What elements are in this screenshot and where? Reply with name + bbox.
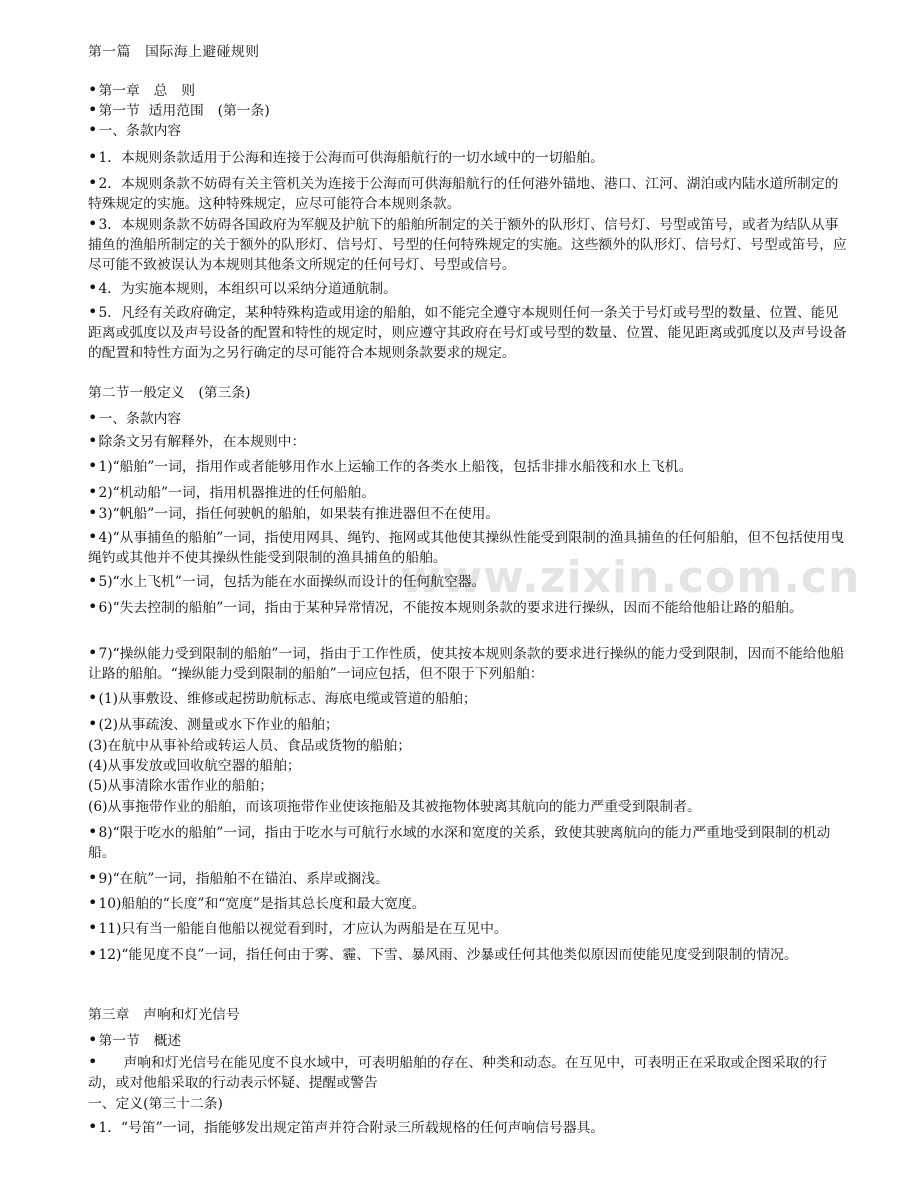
list-item: (3)在航中从事补给或转运人员、食品或货物的船舶； <box>88 738 412 754</box>
section-heading: 第二节一般定义 (第三条) <box>88 385 251 401</box>
definition-item: • 5)“水上飞机”一词，包括为能在水面操纵而设计的任何航空器。 <box>88 572 848 592</box>
chapter-heading: • 第一章 总 则 <box>88 81 848 101</box>
part-title: 第一篇 国际海上避碰规则 <box>88 44 260 60</box>
definition-item: • 12)“能见度不良”一词，指任何由于雾、霾、下雪、暴风雨、沙暴或任何其他类似原因而使能见度受到限制的情况。 <box>88 945 848 965</box>
list-item: • (1)从事敷设、维修或起捞助航标志、海底电缆或管道的船舶； <box>88 689 848 709</box>
clause-paragraph: • 5．凡经有关政府确定，某种特殊构造或用途的船舶，如不能完全遵守本规则任何一条关于号灯或号型的数量、位置、能见距离或弧度以及声号设备的配置和特性的规定时，则应遵守其政府在号灯或号型的数量、位置、能见距离或弧度以及声号设备的配置和特性方面为之另行确定的尽可能符合本规则条款要求的规定。 <box>88 303 848 363</box>
subsection-heading: • 一、条款内容 <box>88 121 848 141</box>
definition-item: • 6)“失去控制的船舶”一词，指由于某种异常情况，不能按本规则条款的要求进行操纵，因而不能给他船让路的船舶。 <box>88 598 848 618</box>
list-item: • (2)从事疏浚、测量或水下作业的船舶； <box>88 715 848 735</box>
subsection-heading: • 一、条款内容 <box>88 409 848 429</box>
clause-paragraph: • 3．本规则条款不妨碍各国政府为军舰及护航下的船舶所制定的关于额外的队形灯、信号灯、号型或笛号，或者为结队从事捕鱼的渔船所制定的关于额外的队形灯、信号灯、号型的任何特殊规定的实施。这些额外的队形灯、信号灯、号型或笛号，应尽可能不致被误认为本规则其他条文所规定的任何号灯、号型或信号。 <box>88 215 848 275</box>
clause-paragraph: • 4．为实施本规则，本组织可以采纳分道通航制。 <box>88 279 848 299</box>
overview-paragraph: • 声响和灯光信号在能见度不良水域中，可表明船舶的存在、种类和动态。在互见中，可表明正在采取或企图采取的行动，或对他船采取的行动表示怀疑、提醒或警告 <box>88 1053 848 1093</box>
list-item: (6)从事拖带作业的船舶，而该项拖带作业使该拖船及其被拖物体驶离其航向的能力严重受到限制者。 <box>88 799 701 815</box>
subsection-heading: 一、定义(第三十二条) <box>88 1096 223 1112</box>
definition-item: • 10)船舶的“长度”和“宽度”是指其总长度和最大宽度。 <box>88 894 848 914</box>
clause-paragraph: • 1．本规则条款适用于公海和连接于公海而可供海船航行的一切水域中的一切船舶。 <box>88 148 848 168</box>
definition-item: • 7)“操纵能力受到限制的船舶”一词，指由于工作性质，使其按本规则条款的要求进行操纵的能力受到限制，因而不能给他船让路的船舶。“操纵能力受到限制的船舶”一词应包括，但不限于下列船舶： <box>88 644 848 684</box>
definition-item: • 3)“帆船”一词，指任何驶帆的船舶，如果装有推进器但不在使用。 <box>88 504 848 524</box>
definition-item: • 1．“号笛”一词，指能够发出规定笛声并符合附录三所载规格的任何声响信号器具。 <box>88 1118 848 1138</box>
list-item: (5)从事清除水雷作业的船舶； <box>88 778 274 794</box>
definition-item: • 1)“船舶”一词，指用作或者能够用作水上运输工作的各类水上船筏，包括非排水船筏和水上飞机。 <box>88 457 848 477</box>
list-item: (4)从事发放或回收航空器的船舶； <box>88 758 301 774</box>
clause-paragraph: • 2．本规则条款不妨碍有关主管机关为连接于公海而可供海船航行的任何港外锚地、港口、江河、湖泊或内陆水道所制定的特殊规定的实施。这种特殊规定，应尽可能符合本规则条款。 <box>88 174 848 214</box>
section-heading: • 第一节 概述 <box>88 1031 848 1051</box>
section-heading: • 第一节 适用范围 (第一条) <box>88 101 848 121</box>
definition-intro: • 除条文另有解释外，在本规则中： <box>88 432 848 452</box>
watermark: www.zixin.com.cn <box>400 552 861 603</box>
definition-item: • 11)只有当一船能自他船以视觉看到时，才应认为两船是在互见中。 <box>88 919 848 939</box>
definition-item: • 4)“从事捕鱼的船舶”一词，指使用网具、绳钓、拖网或其他使其操纵性能受到限制的渔具捕鱼的任何船舶，但不包括使用曳绳钓或其他并不使其操纵性能受到限制的渔具捕鱼的船舶。 <box>88 528 848 568</box>
chapter-heading: 第三章 声响和灯光信号 <box>88 1007 240 1023</box>
definition-item: • 9)“在航”一词，指船舶不在锚泊、系岸或搁浅。 <box>88 869 848 889</box>
definition-item: • 8)“限于吃水的船舶”一词，指由于吃水与可航行水域的水深和宽度的关系，致使其驶离航向的能力严重地受到限制的机动船。 <box>88 823 848 863</box>
definition-item: • 2)“机动船”一词，指用机器推进的任何船舶。 <box>88 483 848 503</box>
